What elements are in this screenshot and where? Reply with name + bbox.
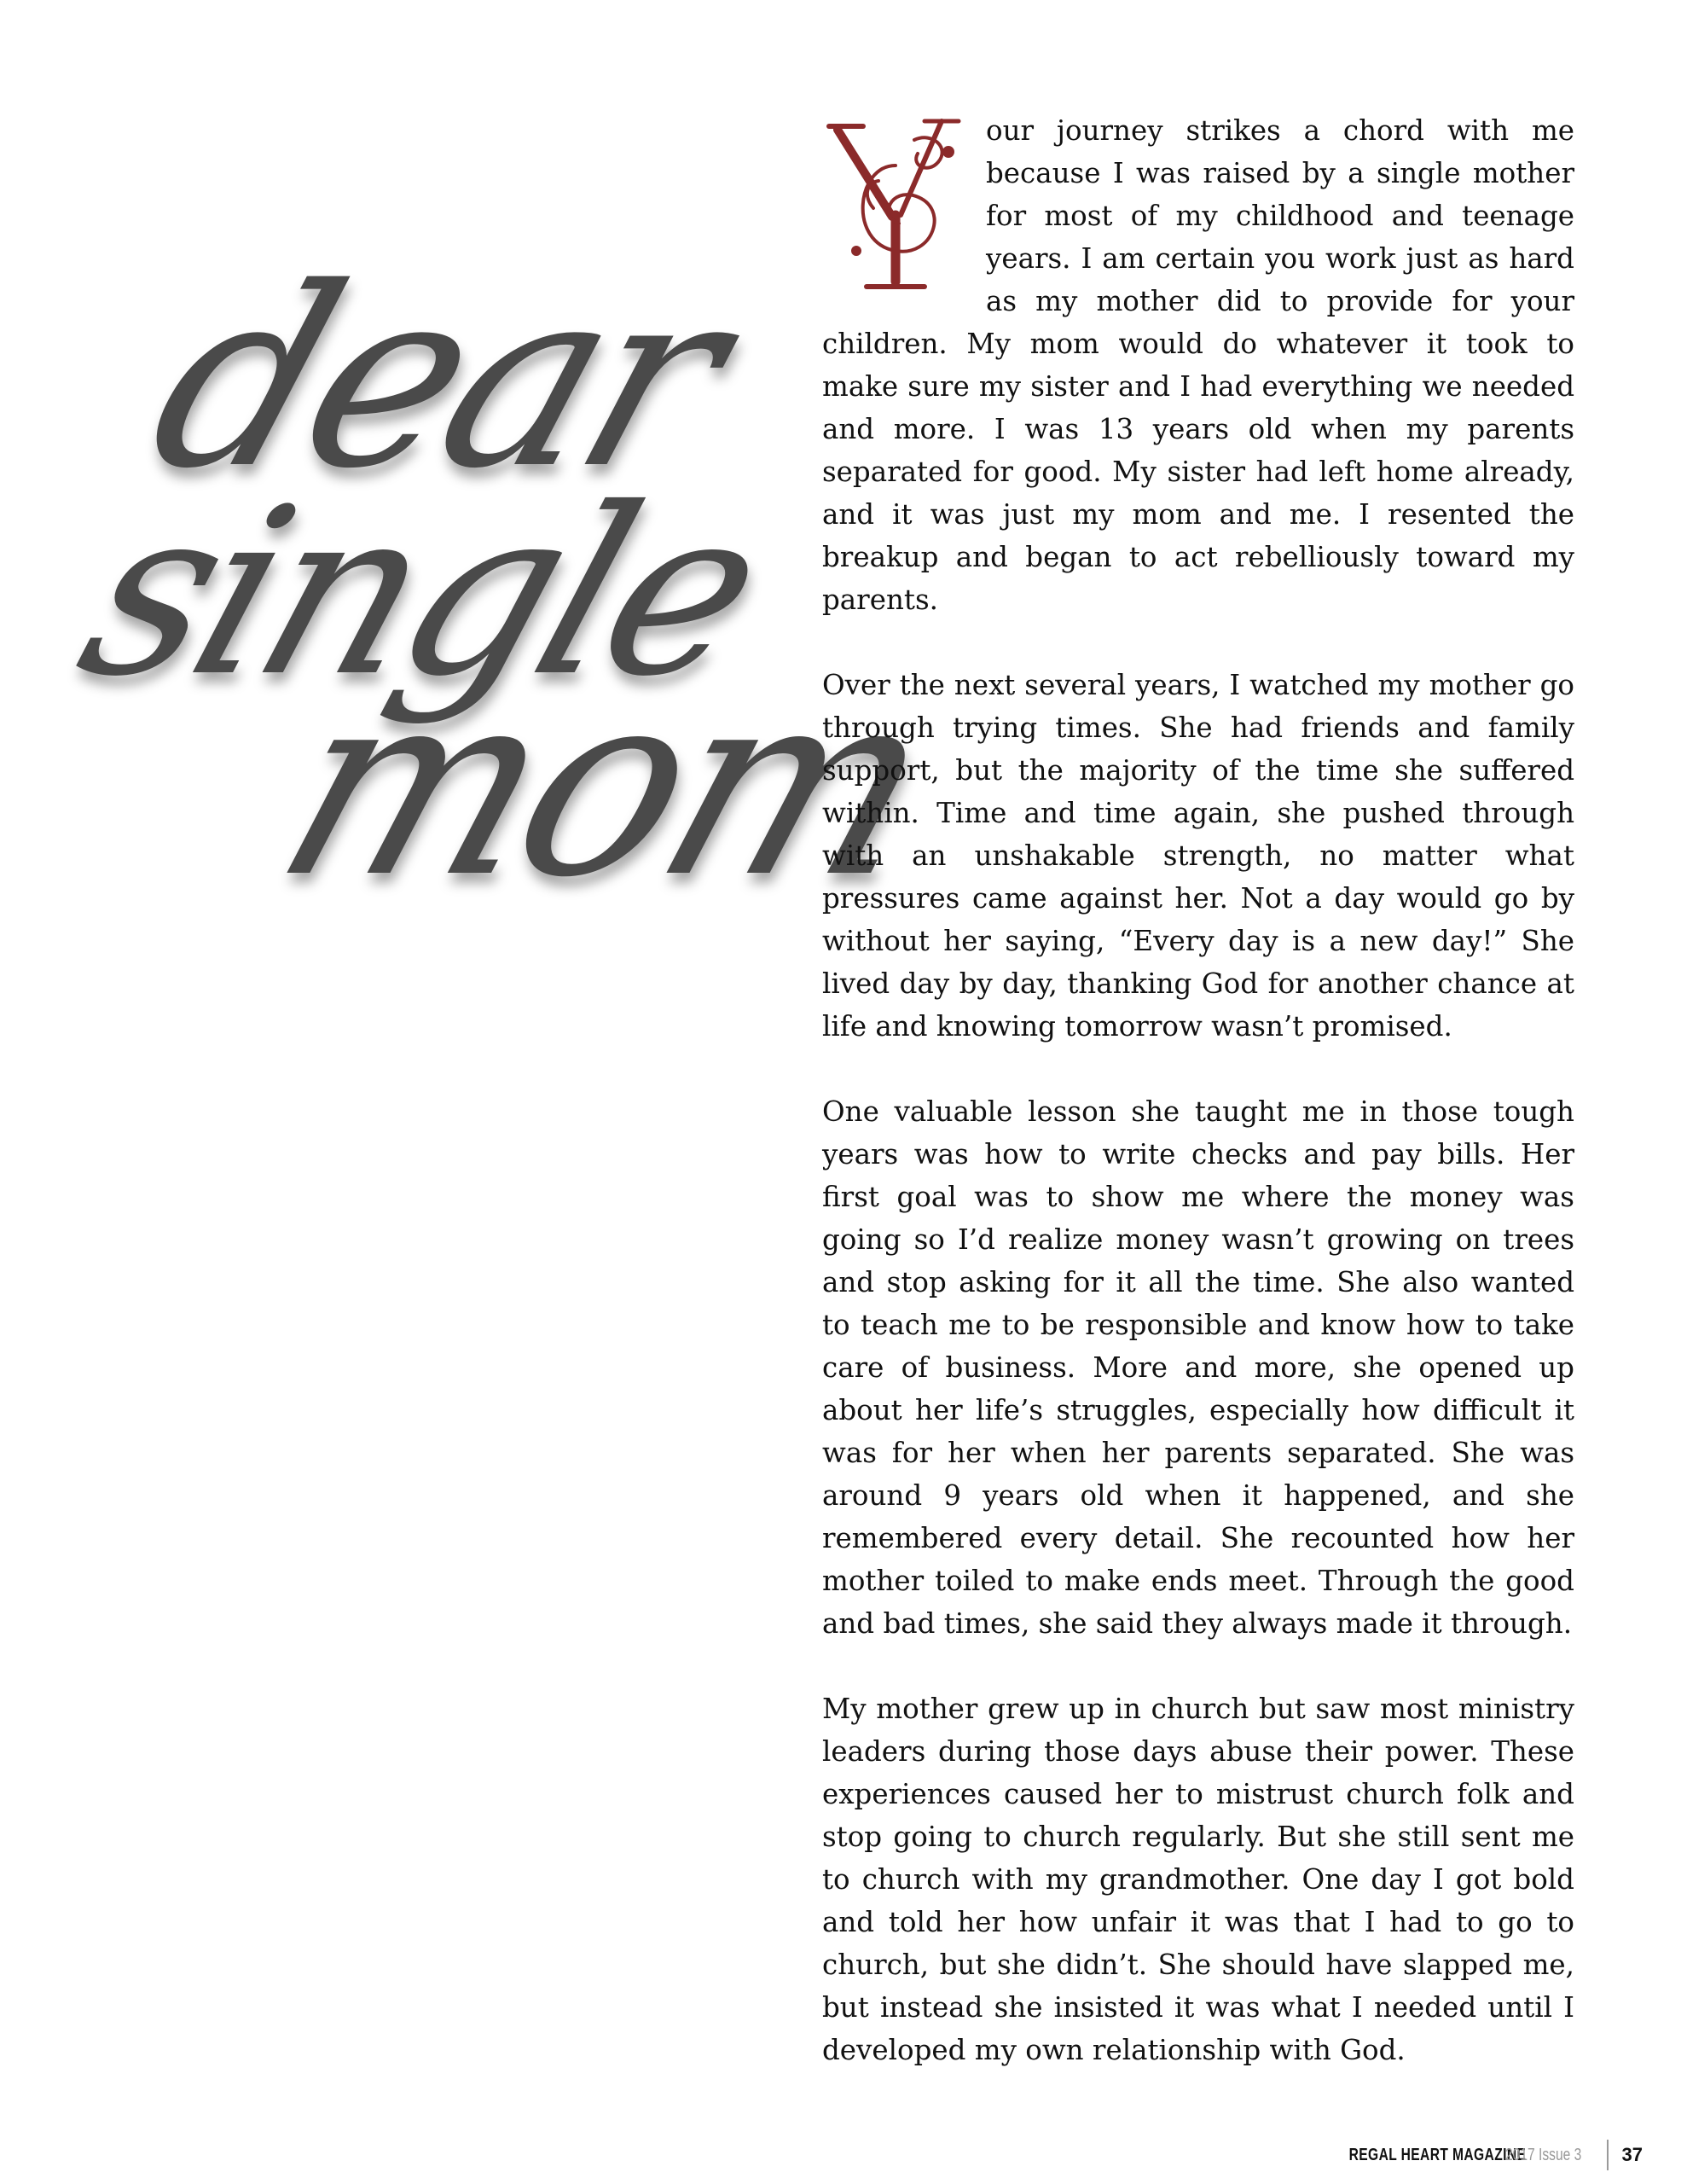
article-paragraph-4: My mother grew up in church but saw most ministry leaders during those days abuse their power. These experiences caused her to mistrust church folk and stop going to church regularly. But she still sent me to church with my grandmother. One day I got bold and told her how unfair it was that I had to go to church, but she didn’t. She should have slapped me, but instead she insisted it was what I needed until I developed my own relationship with God. bbox=[822, 1693, 1574, 2066]
drop-cap-letter bbox=[822, 114, 967, 302]
title-word-dear: dear bbox=[121, 235, 751, 523]
issue-label: 2017 Issue 3 bbox=[1504, 2145, 1582, 2164]
article-body bbox=[822, 109, 1574, 2071]
ornamental-y-icon bbox=[822, 114, 967, 302]
article-paragraph-2: Over the next several years, I watched my mother go through trying times. She had friends and family support, but the majority of the time she suffered within. Time and time again, she pushed through with an unshakable strength, no matter what pressures came against her. Not a day would go by without her saying, “Every day is a new day!” She lived day by day, thanking God for another chance at life and knowing tomorrow wasn’t promised. bbox=[822, 669, 1574, 1043]
footer-divider bbox=[1607, 2140, 1609, 2170]
page-number: 37 bbox=[1621, 2144, 1643, 2165]
title-word-single: single bbox=[53, 458, 787, 727]
article-paragraph-3: One valuable lesson she taught me in those tough years was how to write checks and pay bills. Her first goal was to show me where the money was going so I’d realize money wasn’t growing on trees and stop asking for it all the time. She also wanted to teach me to be responsible and know how to take care of business. More and more, she opened up about her life’s struggles, especially how difficult it was for her when her parents separated. She was around 9 years old when it happened, and she remembered every detail. She recounted how her mother toiled to make ends meet. Through the good and bad times, she said they always made it through. bbox=[822, 1095, 1574, 1640]
article-paragraph-1 bbox=[822, 109, 1574, 621]
title-word-mom: mom bbox=[249, 636, 960, 933]
paragraph-text: our journey strikes a chord with me because I was raised by a single mother for most of my childhood and teenage years. I am certain you work just as hard as my mother did to provide for your children. My mom would do whatever it took to make sure my sister and I had everything we needed and more. I was 13 years old when my parents separated for good. My sister had left home already, and it was just my mom and me. I resented the breakup and began to act rebelliously toward my parents. bbox=[822, 114, 1574, 616]
magazine-name: REGAL HEART MAGAZINE bbox=[1348, 2145, 1526, 2164]
page-footer bbox=[1299, 2138, 1643, 2172]
